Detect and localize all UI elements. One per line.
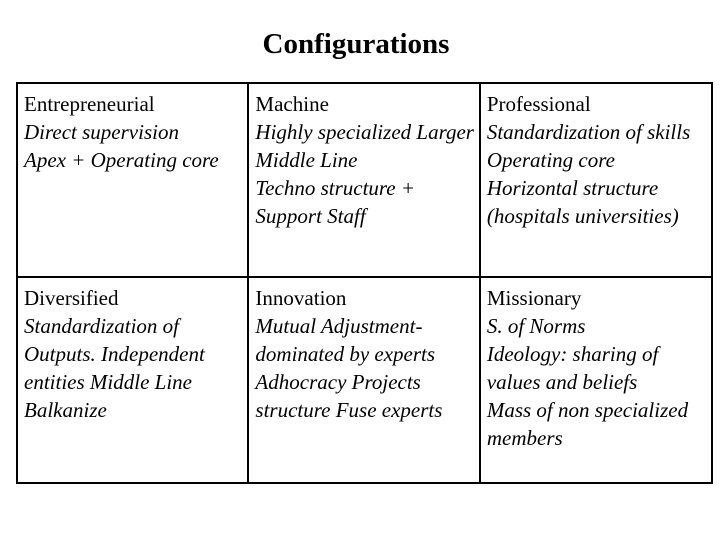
cell-line: Standardization of skills Operating core xyxy=(486,120,691,172)
cell-title: Innovation xyxy=(255,286,347,310)
cell-line: Ideology: sharing of values and beliefs xyxy=(486,342,659,394)
cell-line: Mass of non specialized members xyxy=(486,398,689,450)
cell-title: Machine xyxy=(255,92,329,116)
cell-missionary xyxy=(480,277,712,483)
cell-title: Diversified xyxy=(24,286,119,310)
configurations-table xyxy=(16,82,713,484)
cell-entrepreneurial xyxy=(17,83,248,277)
cell-innovation xyxy=(248,277,479,483)
cell-line: Direct supervision xyxy=(24,120,179,144)
cell-professional xyxy=(480,83,712,277)
cell-diversified xyxy=(17,277,248,483)
cell-machine xyxy=(248,83,479,277)
cell-line: S. of Norms xyxy=(486,314,586,338)
table-row xyxy=(17,277,712,483)
cell-line: Horizontal structure (hospitals universities) xyxy=(486,176,679,228)
cell-title: Missionary xyxy=(486,286,582,310)
cell-line: Mutual Adjustment-dominated by experts Adhocracy Projects structure Fuse experts xyxy=(255,314,443,422)
cell-line: Standardization of Outputs. Independent entities Middle Line Balkanize xyxy=(24,314,205,422)
cell-title: Entrepreneurial xyxy=(24,92,155,116)
cell-title: Professional xyxy=(486,92,591,116)
cell-line: Techno structure + Support Staff xyxy=(255,176,416,228)
table-row xyxy=(17,83,712,277)
page-title: Configurations xyxy=(262,28,450,60)
cell-line: Highly specialized Larger Middle Line xyxy=(255,120,474,172)
cell-line: Apex + Operating core xyxy=(24,148,219,172)
